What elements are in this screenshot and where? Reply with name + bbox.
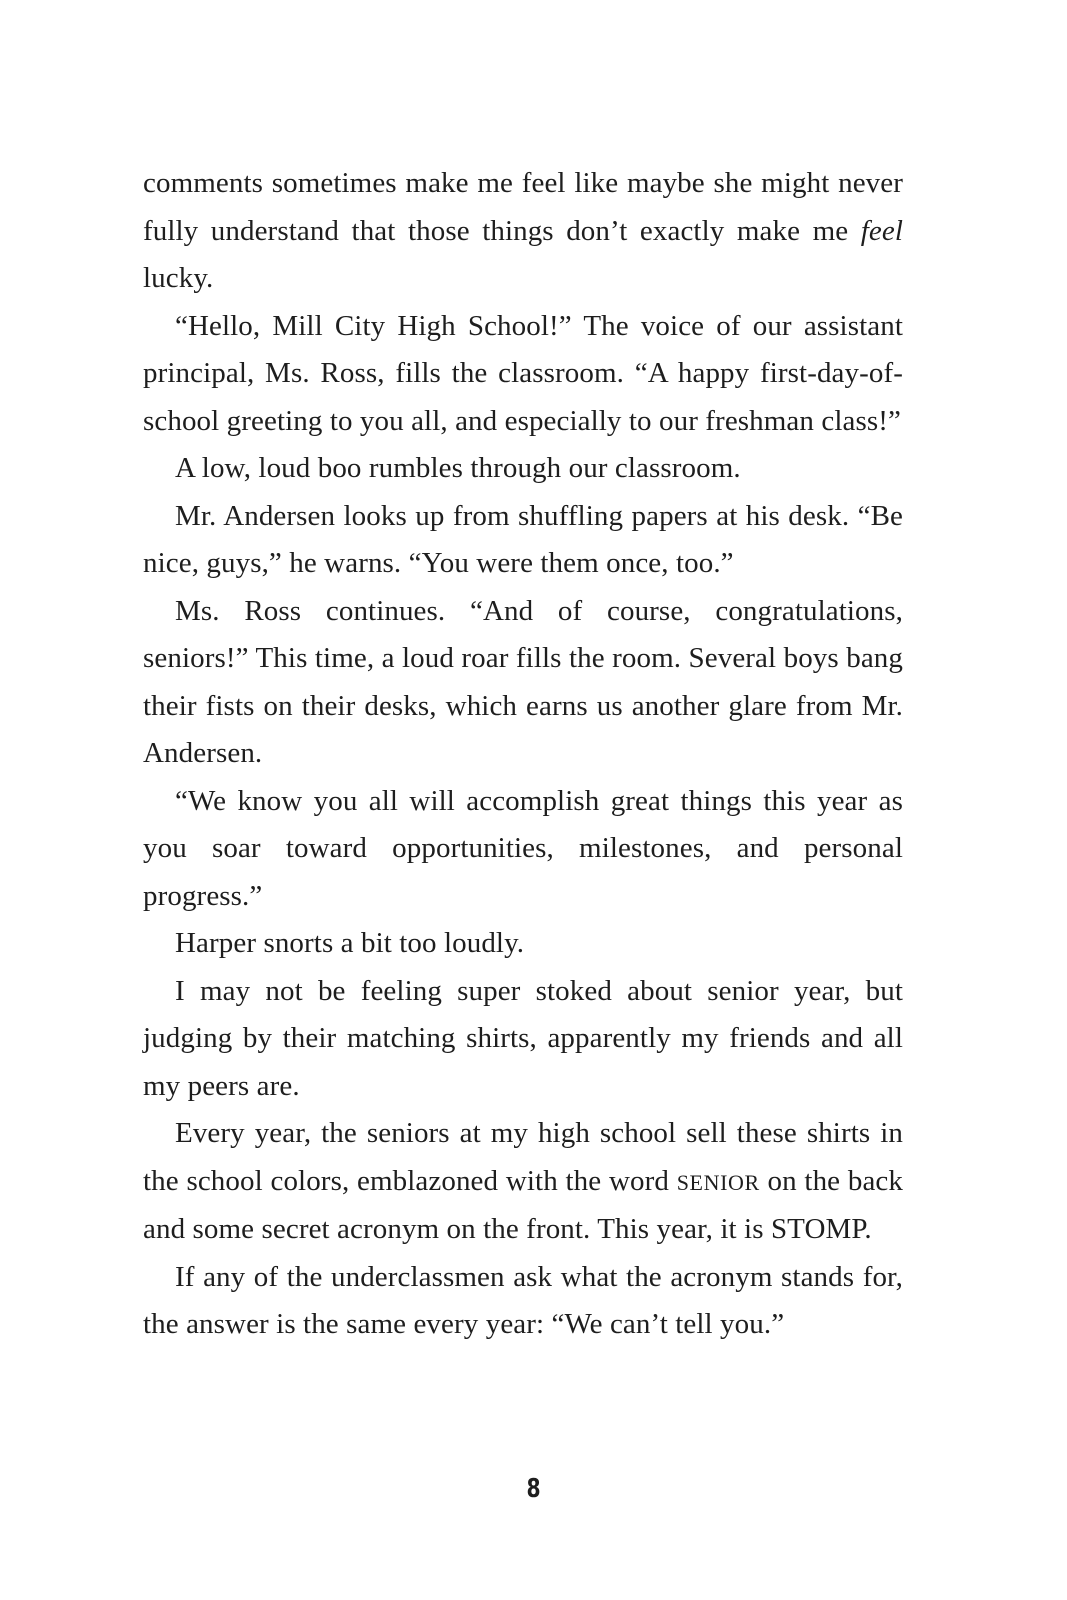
paragraph-1-text-b: lucky. (143, 262, 214, 294)
paragraph-1-emphasis: feel (860, 214, 903, 247)
page-body (143, 160, 903, 1349)
paragraph-1-text-a: comments sometimes make me feel like maybe she might never fully understand that those things don’t exactly make me (143, 167, 903, 247)
paragraph-3 (143, 445, 903, 493)
paragraph-10 (143, 1254, 903, 1349)
paragraph-9-small-caps: SENIOR (676, 1169, 760, 1195)
paragraph-8-text: I may not be feeling super stoked about senior year, but judging by their matching shirts, apparently my friends and all my peers are. (143, 974, 903, 1102)
paragraph-9-text-a: Every year, the seniors at my high school sell these shirts in the school colors, emblazoned with the word (143, 1117, 903, 1197)
paragraph-6 (143, 778, 903, 921)
page-number: 8 (526, 1474, 541, 1504)
paragraph-2-text: “Hello, Mill City High School!” The voice of our assistant principal, Ms. Ross, fills the classroom. “A happy first-day-of-school greeting to you all, and especially to our freshman class!” (143, 309, 903, 437)
paragraph-6-text: “We know you all will accomplish great things this year as you soar toward opportunities, milestones, and personal progress.” (143, 784, 903, 912)
paragraph-5-text: Ms. Ross continues. “And of course, congratulations, seniors!” This time, a loud roar fills the room. Several boys bang their fists on their desks, which earns us another glare from Mr. Andersen. (143, 594, 903, 769)
paragraph-8 (143, 968, 903, 1111)
paragraph-3-text: A low, loud boo rumbles through our classroom. (175, 452, 741, 484)
paragraph-7 (143, 920, 903, 968)
paragraph-7-text: Harper snorts a bit too loudly. (175, 927, 525, 959)
paragraph-4-text: Mr. Andersen looks up from shuffling papers at his desk. “Be nice, guys,” he warns. “You were them once, too.” (143, 499, 903, 579)
paragraph-9-text-b: on the back and some secret acronym on the front. This year, it is STOMP. (143, 1164, 903, 1245)
paragraph-5 (143, 588, 903, 778)
paragraph-2 (143, 303, 903, 446)
paragraph-9 (143, 1110, 903, 1254)
paragraph-1 (143, 160, 903, 303)
paragraph-10-text: If any of the underclassmen ask what the acronym stands for, the answer is the same every year: “We can’t tell you.” (143, 1260, 903, 1340)
paragraph-4 (143, 493, 903, 588)
